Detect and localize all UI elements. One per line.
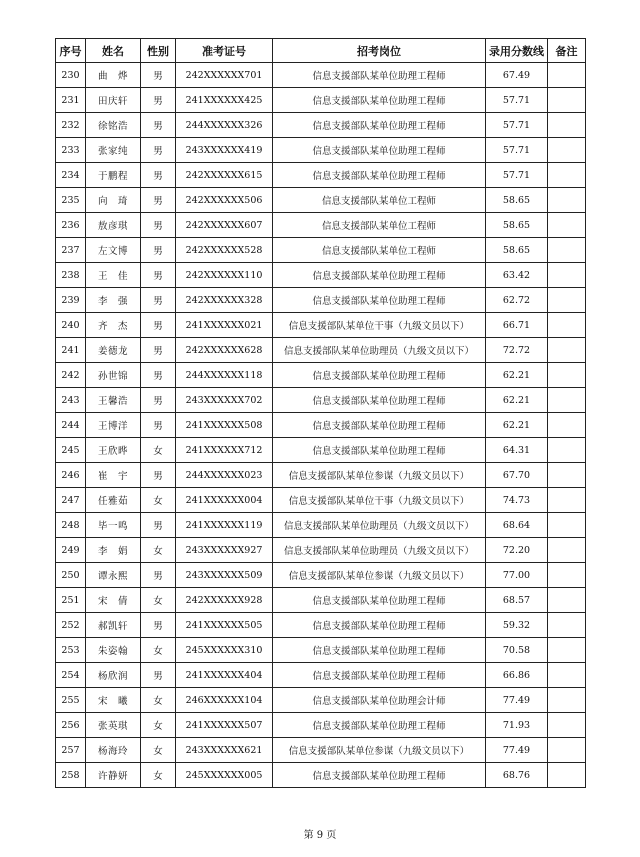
results-table-container [55,38,585,788]
header-gender: 性别 [141,39,176,63]
cell-score: 66.71 [486,313,548,338]
cell-name: 敖彦琪 [86,213,141,238]
header-name: 姓名 [86,39,141,63]
cell-gender: 男 [141,113,176,138]
table-row [56,313,586,338]
cell-name: 朱姿翰 [86,638,141,663]
table-row [56,463,586,488]
cell-remarks [548,263,586,288]
table-row [56,663,586,688]
cell-gender: 女 [141,713,176,738]
cell-gender: 男 [141,288,176,313]
cell-name: 王博洋 [86,413,141,438]
cell-remarks [548,588,586,613]
cell-position: 信息支援部队某单位助理工程师 [273,63,486,88]
cell-name: 王 佳 [86,263,141,288]
cell-gender: 男 [141,563,176,588]
cell-exam-id: 241XXXXXX507 [176,713,273,738]
cell-exam-id: 241XXXXXX505 [176,613,273,638]
cell-position: 信息支援部队某单位助理员（九级文员以下） [273,338,486,363]
cell-exam-id: 242XXXXXX506 [176,188,273,213]
cell-remarks [548,488,586,513]
cell-remarks [548,63,586,88]
cell-remarks [548,213,586,238]
cell-remarks [548,363,586,388]
cell-serial: 253 [56,638,86,663]
cell-remarks [548,763,586,788]
cell-exam-id: 243XXXXXX509 [176,563,273,588]
cell-remarks [548,288,586,313]
cell-remarks [548,638,586,663]
cell-exam-id: 242XXXXXX701 [176,63,273,88]
cell-score: 63.42 [486,263,548,288]
table-row [56,563,586,588]
cell-exam-id: 242XXXXXX928 [176,588,273,613]
table-row [56,163,586,188]
cell-serial: 255 [56,688,86,713]
cell-remarks [548,88,586,113]
cell-name: 齐 杰 [86,313,141,338]
cell-exam-id: 242XXXXXX528 [176,238,273,263]
cell-score: 67.49 [486,63,548,88]
cell-name: 郝凯轩 [86,613,141,638]
cell-score: 77.49 [486,688,548,713]
cell-exam-id: 241XXXXXX712 [176,438,273,463]
cell-exam-id: 242XXXXXX328 [176,288,273,313]
cell-score: 58.65 [486,188,548,213]
cell-position: 信息支援部队某单位助理员（九级文员以下） [273,538,486,563]
cell-gender: 女 [141,538,176,563]
cell-remarks [548,388,586,413]
cell-serial: 251 [56,588,86,613]
cell-remarks [548,188,586,213]
cell-exam-id: 241XXXXXX004 [176,488,273,513]
cell-score: 72.20 [486,538,548,563]
cell-score: 64.31 [486,438,548,463]
cell-remarks [548,738,586,763]
cell-gender: 男 [141,163,176,188]
cell-name: 许静妍 [86,763,141,788]
cell-position: 信息支援部队某单位助理工程师 [273,113,486,138]
cell-score: 74.73 [486,488,548,513]
cell-exam-id: 241XXXXXX508 [176,413,273,438]
cell-score: 58.65 [486,238,548,263]
table-row [56,113,586,138]
cell-remarks [548,338,586,363]
header-position: 招考岗位 [273,39,486,63]
cell-position: 信息支援部队某单位助理工程师 [273,613,486,638]
header-score: 录用分数线 [486,39,548,63]
cell-name: 宋 曦 [86,688,141,713]
cell-remarks [548,513,586,538]
cell-remarks [548,563,586,588]
table-row [56,238,586,263]
cell-remarks [548,413,586,438]
cell-score: 62.72 [486,288,548,313]
cell-score: 57.71 [486,138,548,163]
cell-remarks [548,713,586,738]
cell-gender: 女 [141,488,176,513]
cell-position: 信息支援部队某单位助理工程师 [273,388,486,413]
cell-exam-id: 242XXXXXX615 [176,163,273,188]
table-row [56,763,586,788]
cell-serial: 234 [56,163,86,188]
table-row [56,338,586,363]
cell-gender: 男 [141,413,176,438]
table-row [56,288,586,313]
cell-serial: 239 [56,288,86,313]
cell-name: 毕一鸣 [86,513,141,538]
cell-serial: 245 [56,438,86,463]
cell-name: 张家纯 [86,138,141,163]
cell-score: 72.72 [486,338,548,363]
cell-remarks [548,538,586,563]
cell-score: 77.00 [486,563,548,588]
cell-remarks [548,138,586,163]
cell-position: 信息支援部队某单位助理工程师 [273,663,486,688]
cell-exam-id: 244XXXXXX326 [176,113,273,138]
cell-gender: 男 [141,663,176,688]
cell-gender: 女 [141,738,176,763]
cell-serial: 244 [56,413,86,438]
cell-exam-id: 245XXXXXX310 [176,638,273,663]
cell-gender: 女 [141,588,176,613]
cell-name: 杨海玲 [86,738,141,763]
cell-remarks [548,688,586,713]
cell-exam-id: 243XXXXXX419 [176,138,273,163]
cell-score: 59.32 [486,613,548,638]
cell-remarks [548,313,586,338]
cell-name: 宋 倩 [86,588,141,613]
cell-serial: 243 [56,388,86,413]
cell-serial: 246 [56,463,86,488]
cell-position: 信息支援部队某单位助理工程师 [273,413,486,438]
cell-position: 信息支援部队某单位干事（九级文员以下） [273,488,486,513]
cell-score: 67.70 [486,463,548,488]
cell-position: 信息支援部队某单位参谋（九级文员以下） [273,463,486,488]
cell-position: 信息支援部队某单位助理工程师 [273,88,486,113]
cell-score: 70.58 [486,638,548,663]
table-row [56,713,586,738]
cell-serial: 236 [56,213,86,238]
table-row [56,688,586,713]
cell-name: 徐铭浩 [86,113,141,138]
cell-remarks [548,663,586,688]
cell-gender: 男 [141,513,176,538]
cell-exam-id: 241XXXXXX425 [176,88,273,113]
cell-score: 62.21 [486,388,548,413]
cell-exam-id: 244XXXXXX118 [176,363,273,388]
cell-gender: 男 [141,63,176,88]
cell-remarks [548,113,586,138]
cell-position: 信息支援部队某单位助理工程师 [273,288,486,313]
results-table [55,38,586,788]
cell-remarks [548,613,586,638]
table-row [56,263,586,288]
table-row [56,363,586,388]
cell-exam-id: 245XXXXXX005 [176,763,273,788]
cell-remarks [548,238,586,263]
cell-position: 信息支援部队某单位助理工程师 [273,763,486,788]
cell-score: 71.93 [486,713,548,738]
cell-score: 57.71 [486,163,548,188]
cell-exam-id: 242XXXXXX607 [176,213,273,238]
cell-serial: 233 [56,138,86,163]
cell-name: 李 娟 [86,538,141,563]
cell-position: 信息支援部队某单位干事（九级文员以下） [273,313,486,338]
table-row [56,63,586,88]
table-row [56,388,586,413]
cell-gender: 男 [141,188,176,213]
cell-score: 66.86 [486,663,548,688]
cell-name: 李 强 [86,288,141,313]
cell-serial: 237 [56,238,86,263]
cell-score: 68.76 [486,763,548,788]
cell-position: 信息支援部队某单位助理工程师 [273,438,486,463]
cell-name: 左文博 [86,238,141,263]
cell-gender: 男 [141,263,176,288]
cell-score: 62.21 [486,363,548,388]
cell-score: 57.71 [486,113,548,138]
cell-name: 于鹏程 [86,163,141,188]
cell-score: 77.49 [486,738,548,763]
cell-position: 信息支援部队某单位助理工程师 [273,263,486,288]
cell-exam-id: 241XXXXXX119 [176,513,273,538]
header-serial: 序号 [56,39,86,63]
cell-gender: 男 [141,613,176,638]
cell-name: 任雅茹 [86,488,141,513]
cell-gender: 女 [141,763,176,788]
cell-serial: 238 [56,263,86,288]
cell-gender: 男 [141,88,176,113]
table-row [56,138,586,163]
cell-exam-id: 243XXXXXX702 [176,388,273,413]
cell-serial: 248 [56,513,86,538]
cell-position: 信息支援部队某单位助理会计师 [273,688,486,713]
cell-exam-id: 243XXXXXX927 [176,538,273,563]
cell-position: 信息支援部队某单位参谋（九级文员以下） [273,563,486,588]
table-row [56,88,586,113]
cell-serial: 250 [56,563,86,588]
cell-name: 谭永熙 [86,563,141,588]
cell-gender: 女 [141,688,176,713]
cell-serial: 252 [56,613,86,638]
cell-score: 68.64 [486,513,548,538]
cell-exam-id: 242XXXXXX628 [176,338,273,363]
cell-position: 信息支援部队某单位助理工程师 [273,713,486,738]
table-row [56,413,586,438]
cell-serial: 241 [56,338,86,363]
cell-exam-id: 241XXXXXX404 [176,663,273,688]
cell-remarks [548,438,586,463]
cell-gender: 男 [141,363,176,388]
cell-name: 姜德龙 [86,338,141,363]
cell-position: 信息支援部队某单位工程师 [273,238,486,263]
cell-serial: 256 [56,713,86,738]
table-row [56,588,586,613]
cell-position: 信息支援部队某单位助理员（九级文员以下） [273,513,486,538]
cell-serial: 230 [56,63,86,88]
cell-position: 信息支援部队某单位助理工程师 [273,363,486,388]
cell-name: 杨欣润 [86,663,141,688]
cell-position: 信息支援部队某单位工程师 [273,213,486,238]
cell-score: 58.65 [486,213,548,238]
cell-serial: 254 [56,663,86,688]
cell-position: 信息支援部队某单位助理工程师 [273,163,486,188]
cell-serial: 247 [56,488,86,513]
cell-serial: 232 [56,113,86,138]
cell-name: 向 琦 [86,188,141,213]
cell-position: 信息支援部队某单位助理工程师 [273,588,486,613]
table-row [56,213,586,238]
cell-gender: 男 [141,388,176,413]
table-body [56,63,586,788]
table-header-row [56,39,586,63]
cell-serial: 235 [56,188,86,213]
cell-exam-id: 243XXXXXX621 [176,738,273,763]
cell-remarks [548,163,586,188]
cell-gender: 女 [141,638,176,663]
cell-remarks [548,463,586,488]
cell-exam-id: 244XXXXXX023 [176,463,273,488]
cell-serial: 242 [56,363,86,388]
cell-name: 田庆轩 [86,88,141,113]
cell-name: 王馨浩 [86,388,141,413]
cell-gender: 男 [141,238,176,263]
cell-gender: 男 [141,313,176,338]
cell-name: 张英琪 [86,713,141,738]
cell-score: 57.71 [486,88,548,113]
cell-serial: 231 [56,88,86,113]
cell-exam-id: 241XXXXXX021 [176,313,273,338]
cell-serial: 257 [56,738,86,763]
cell-gender: 男 [141,463,176,488]
header-remarks: 备注 [548,39,586,63]
table-row [56,438,586,463]
cell-serial: 258 [56,763,86,788]
cell-score: 62.21 [486,413,548,438]
cell-name: 孙世锦 [86,363,141,388]
cell-gender: 女 [141,438,176,463]
cell-name: 崔 宇 [86,463,141,488]
cell-gender: 男 [141,213,176,238]
table-row [56,488,586,513]
cell-exam-id: 246XXXXXX104 [176,688,273,713]
table-row [56,613,586,638]
table-row [56,738,586,763]
page-number: 第 9 页 [303,830,337,841]
cell-position: 信息支援部队某单位助理工程师 [273,138,486,163]
header-exam-id: 准考证号 [176,39,273,63]
cell-position: 信息支援部队某单位工程师 [273,188,486,213]
cell-serial: 249 [56,538,86,563]
table-row [56,188,586,213]
cell-gender: 男 [141,138,176,163]
table-row [56,638,586,663]
cell-name: 曲 烨 [86,63,141,88]
table-row [56,513,586,538]
cell-position: 信息支援部队某单位参谋（九级文员以下） [273,738,486,763]
cell-gender: 男 [141,338,176,363]
cell-exam-id: 242XXXXXX110 [176,263,273,288]
cell-serial: 240 [56,313,86,338]
cell-position: 信息支援部队某单位助理工程师 [273,638,486,663]
cell-score: 68.57 [486,588,548,613]
cell-name: 王欣晔 [86,438,141,463]
table-row [56,538,586,563]
